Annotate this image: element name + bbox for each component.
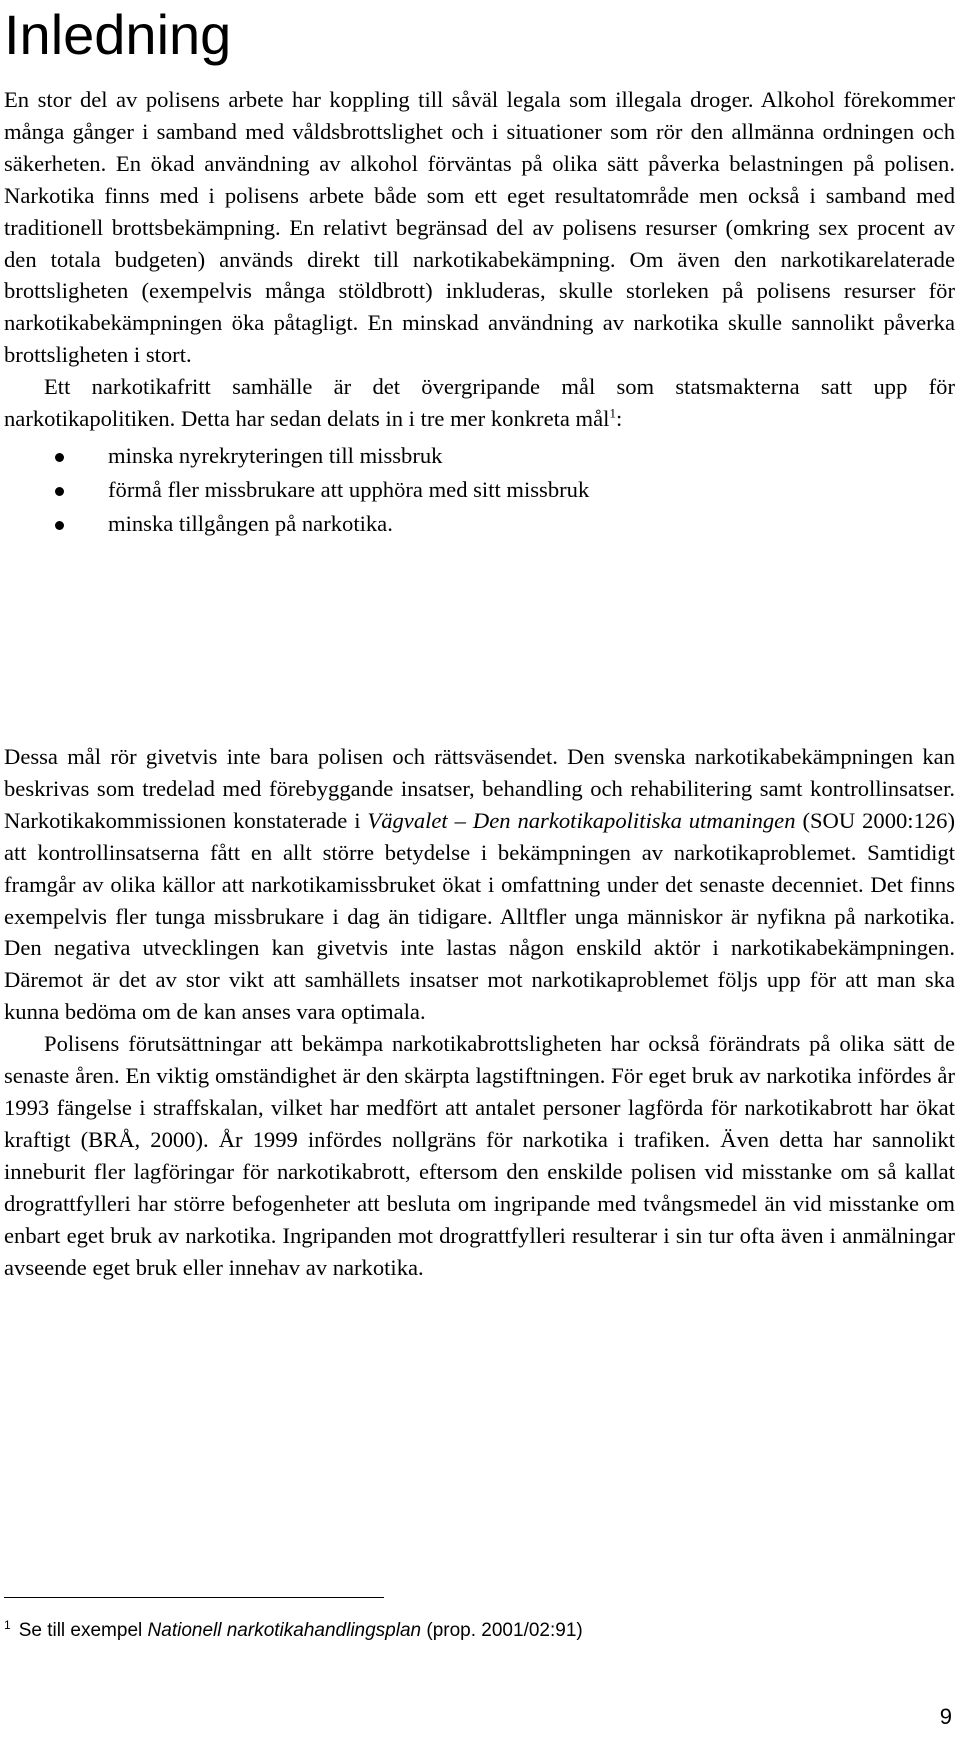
- paragraph-goals: [4, 371, 955, 435]
- paragraph-3-text-start: Dessa mål rör givetvis inte bara polisen och rättsväsendet. Den svenska narkotikabekämpningen kan beskrivas som tredelad med förebyggande insatser, behandling och rehabilitering samt kontrollinsatser. Narkotikakommissionen konstaterade i: [4, 744, 955, 833]
- footnote-mark: 1: [4, 1618, 11, 1632]
- bullet-icon: [55, 453, 64, 462]
- page-title: Inledning: [4, 3, 232, 66]
- body-section-main: [4, 741, 955, 1283]
- bullet-icon: [55, 487, 64, 496]
- paragraph-3: [4, 741, 955, 1028]
- footnote: [4, 1618, 583, 1644]
- list-item-text: minska tillgången på narkotika.: [108, 510, 393, 536]
- footnote-reference: 1: [609, 405, 616, 421]
- paragraph-4: Polisens förutsättningar att bekämpa narkotikabrottsligheten har också förändrats på olika sätt de senaste åren. En viktig omständighet är den skärpta lagstiftningen. För eget bruk av narkotika infördes år 1993 fängelse i straffskalan, vilket har medfört att antalet personer lagförda för narkotikabrott har ökat kraftigt (BRÅ, 2000). År 1999 infördes nollgräns för narkotika i trafiken. Även detta har sannolikt inneburit fler lagföringar för narkotikabrott, eftersom den enskilde polisen vid misstanke om så kallat drograttfylleri har större befogenheter att besluta om ingripande med tvångsmedel än vid misstanke om enbart eget bruk av narkotika. Ingripanden mot drograttfylleri resulterar i sin tur ofta även i anmälningar avseende eget bruk eller innehav av narkotika.: [4, 1031, 955, 1280]
- footnote-cited-title: Nationell narkotikahandlingsplan: [147, 1620, 422, 1641]
- paragraph-3-text-end: (SOU 2000:126) att kontrollinsatserna fått en allt större betydelse i bekämpningen av narkotikaproblemet. Samtidigt framgår av olika källor att narkotikamissbruket ökat i omfattning under det senaste decenniet. Det finns exempelvis fler tunga missbrukare i dag än tidigare. Alltfler unga människor är nyfikna på narkotika. Den negativa utvecklingen kan givetvis inte lastas någon enskild aktör i narkotikabekämpningen. Däremot är det av stor vikt att samhällets insatser mot narkotikaproblemet följs upp för att man ska kunna bedöma om de kan anses vara optimala.: [4, 807, 955, 1025]
- bullet-icon: [55, 521, 64, 530]
- paragraph-intro: En stor del av polisens arbete har koppling till såväl legala som illegala droger. Alkohol förekommer många gånger i samband med våldsbrottslighet och i situationer som rör den allmänna ordningen och säkerheten. En ökad användning av alkohol förväntas på olika sätt påverka belastningen på polisen. Narkotika finns med i polisens arbete både som ett eget resultatområde men också i samband med traditionell brottsbekämpning. En relativt begränsad del av polisens resurser (omkring sex procent av den totala budgeten) används direkt till narkotikabekämpning. Om även den narkotikarelaterade brottsligheten (exempelvis många stöldbrott) inkluderas, skulle storleken på polisens resurser för narkotikabekämpningen öka påtagligt. En minskad användning av narkotika skulle sannolikt påverka brottsligheten i stort.: [4, 87, 955, 368]
- page-number: 9: [939, 1704, 952, 1729]
- footnote-prefix: Se till exempel: [18, 1620, 148, 1641]
- goals-colon: :: [615, 406, 623, 432]
- list-item: [4, 439, 955, 473]
- cited-report-title: Vägvalet – Den narkotikapolitiska utmaningen: [367, 807, 796, 833]
- list-item-text: minska nyrekryteringen till missbruk: [108, 442, 443, 468]
- footnote-suffix: (prop. 2001/02:91): [421, 1620, 583, 1641]
- body-section-intro: [4, 84, 955, 541]
- list-item-text: förmå fler missbrukare att upphöra med sitt missbruk: [108, 476, 590, 502]
- list-item: [4, 507, 955, 541]
- goals-list: [4, 439, 955, 541]
- footnote-divider: [4, 1597, 384, 1598]
- list-item: [4, 473, 955, 507]
- goals-text: Ett narkotikafritt samhälle är det övergripande mål som statsmakterna satt upp för narkotikapolitiken. Detta har sedan delats in i tre mer konkreta mål: [4, 374, 955, 432]
